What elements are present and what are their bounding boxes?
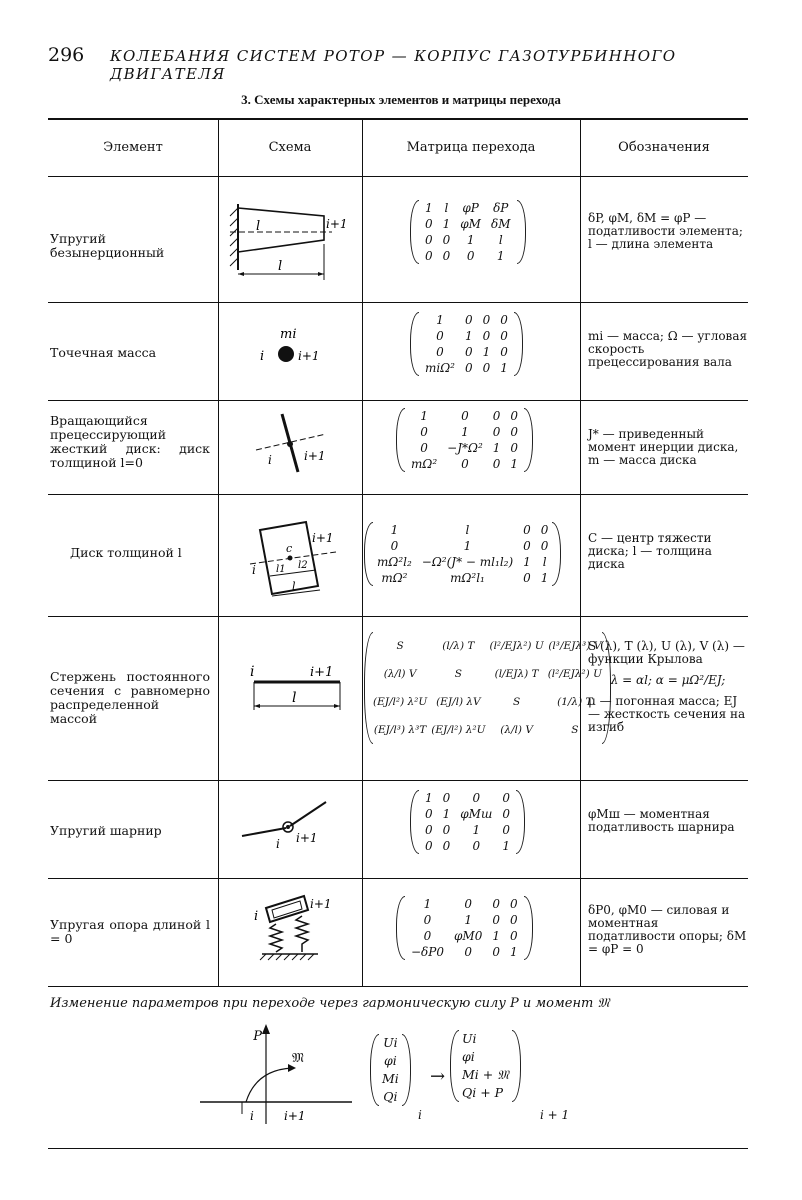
row-rule-3 [48, 494, 748, 495]
row6-schema [236, 796, 336, 856]
row6-label-i1: i+1 [296, 831, 318, 845]
row1-label-i1: i+1 [326, 217, 348, 231]
row2-element: Точечная масса [50, 345, 157, 360]
row2-matrix: 1 0 0 0 0 1 0 0 0 0 1 0 miΩ² 0 0 1 [410, 312, 523, 376]
page-number: 296 [48, 44, 85, 66]
row1-notes: δP, φM, δM = φP — податливости элемента; l — длина элемента [588, 211, 743, 251]
row3-label-i1: i+1 [304, 449, 326, 463]
row5-label-i: i [250, 664, 255, 680]
row4-element: Диск толщиной l [70, 545, 182, 560]
row-rule-5 [48, 780, 748, 781]
footer-text: Изменение параметров при переходе через гармоническую силу P и момент 𝔐 [50, 996, 610, 1011]
row5-notes-line1: S (λ), T (λ), U (λ), V (λ) — функции Крылова [588, 639, 745, 666]
table-top-rule [48, 118, 748, 120]
row7-label-i: i [254, 909, 259, 924]
row6-notes: φMш — моментная податливость шарнира [588, 807, 735, 834]
diagram-label-P: P [253, 1029, 262, 1044]
row-rule-2 [48, 400, 748, 401]
row5-element: Стержень постоянного сечения с равномерно распределенной массой [50, 669, 210, 726]
diagram-label-i1: i+1 [284, 1109, 306, 1123]
col-divider-2 [362, 118, 363, 986]
row4-notes: C — центр тяжести диска; l — толщина диска [588, 531, 712, 571]
row5-notes [588, 640, 748, 734]
row6-matrix: 1 0 0 0 0 1 φMш 0 0 0 1 0 0 0 0 1 [410, 790, 525, 854]
mass-dot-icon [278, 346, 294, 362]
header-rule [48, 176, 748, 177]
col-header-notes: Обозначения [618, 140, 710, 155]
page-header [48, 44, 748, 83]
row2-label-i1: i+1 [298, 349, 320, 363]
row2-label-mi: mi [280, 327, 297, 342]
page-bottom-rule [48, 1148, 748, 1149]
row4-label-i1: i+1 [312, 531, 334, 545]
row1-label-l: l [256, 219, 261, 234]
row1-schema [226, 194, 356, 288]
row4-schema [246, 512, 342, 606]
row6-element: Упругий шарнир [50, 823, 162, 838]
vector-right-subscript: i + 1 [540, 1108, 570, 1122]
col-header-schema: Схема [268, 140, 312, 155]
col-header-matrix: Матрица перехода [406, 140, 536, 155]
row-rule-4 [48, 616, 748, 617]
row3-matrix: 1 0 0 0 0 1 0 0 0 −J*Ω² 1 0 mΩ² 0 0 1 [396, 408, 533, 472]
row4-label-l2: l2 [298, 560, 308, 571]
force-arrow-icon [262, 1024, 270, 1034]
row3-label-i: i [268, 453, 272, 467]
row1-matrix-grid: 1 l φP δP 0 1 φM δM 0 0 1 l 0 0 0 1 [425, 201, 511, 263]
diagram-label-i: i [250, 1109, 254, 1123]
row7-element: Упругая опора длиной l = 0 [50, 917, 210, 946]
row-rule-1 [48, 302, 748, 303]
row5-notes-line3: μ — погонная масса; EJ — жесткость сечения на изгиб [588, 694, 746, 734]
row3-notes: J* — приведенный момент инерции диска, m — масса диска [588, 427, 739, 467]
row-rule-6 [48, 878, 748, 879]
row3-schema [246, 404, 336, 484]
vector-right: Ui φi Mi + 𝔐 Qi + P [450, 1030, 521, 1102]
row5-schema [240, 660, 356, 720]
row1-label-len: l [278, 259, 283, 274]
diagram-label-M: 𝔐 [292, 1051, 304, 1066]
row4-label-l: l [292, 580, 296, 593]
row7-matrix: 1 0 0 0 0 1 0 0 0 φM0 1 0 −δP0 0 0 1 [396, 896, 533, 960]
col-divider-1 [218, 118, 219, 986]
row7-schema [246, 890, 342, 970]
row7-notes: δP0, φM0 — силовая и моментная податливости опоры; δM = φP = 0 [588, 903, 747, 956]
table-bottom-rule [48, 986, 748, 987]
vector-left: Ui φi Mi Qi [370, 1034, 411, 1106]
row6-label-i: i [276, 837, 280, 851]
row4-label-c: c [286, 542, 293, 555]
vector-left-subscript: i [418, 1108, 422, 1122]
row5-matrix: S (l/λ) T (l²/EJλ²) U (l³/EJλ³) V (λ/l) V S (l/EJλ) T (l²/EJλ²) U (EJ/l²) λ²U (EJ/l) λV S (1/λ) T (EJ/l³) λ³T (EJ/l²) λ²U (λ/l) V S [364, 632, 611, 744]
row2-notes: mi — масса; Ω — угловая скорость прецессирования вала [588, 329, 748, 369]
transition-arrow-icon: → [430, 1066, 446, 1087]
row2-schema [246, 320, 336, 376]
row1-element: Упругий безынерционный [50, 231, 165, 260]
table-caption: 3. Схемы характерных элементов и матрицы перехода [241, 92, 561, 107]
row3-element: Вращающийся прецессирующий жесткий диск: диск толщиной l=0 [50, 413, 210, 470]
row5-label-i1: i+1 [310, 665, 334, 680]
force-diagram [196, 1020, 356, 1130]
row4-matrix: 1 l 0 0 0 1 0 0 mΩ²l₂ −Ω²(J* − ml₁l₂) 1 l mΩ² mΩ²l₁ 0 1 [364, 522, 561, 586]
running-title: КОЛЕБАНИЯ СИСТЕМ РОТОР — КОРПУС ГАЗОТУРБИННОГО ДВИГАТЕЛЯ [110, 47, 677, 83]
col-header-element: Элемент [103, 140, 163, 155]
row5-label-l: l [292, 690, 297, 706]
col-divider-3 [580, 118, 581, 986]
row2-label-i: i [260, 349, 265, 364]
row4-label-i: i [252, 563, 256, 577]
moment-arc-icon [246, 1068, 292, 1102]
row1-matrix [410, 200, 526, 264]
row4-label-l1: l1 [276, 564, 286, 575]
row5-notes-line2: λ = αl; α = μΩ²/EJ; [610, 673, 726, 687]
row7-label-i1: i+1 [310, 897, 332, 911]
